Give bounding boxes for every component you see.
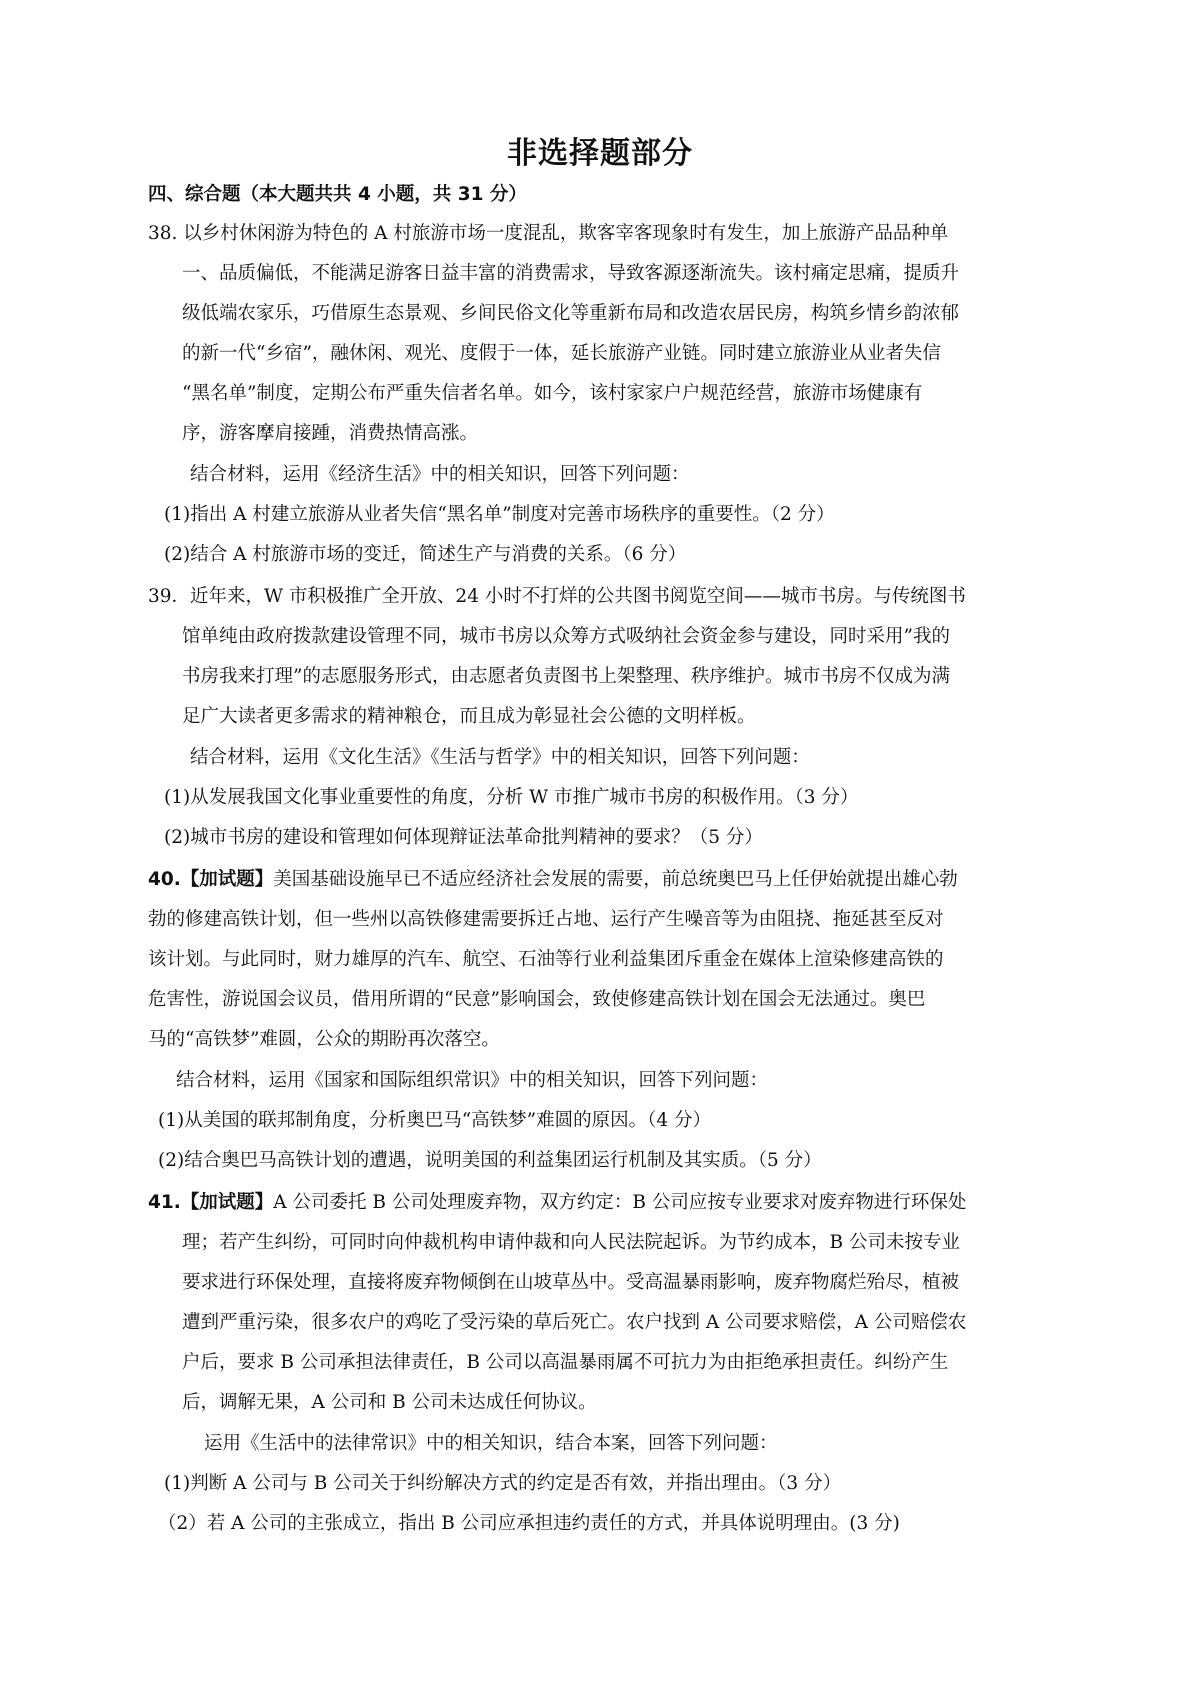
q40-line-4: 危害性，游说国会议员，借用所谓的“民意”影响国会，致使修建高铁计划在国会无法通过。奥巴 (148, 989, 926, 1010)
q40-sub-1: (1)从美国的联邦制角度，分析奥巴马“高铁梦”难圆的原因。（4 分） (158, 1110, 712, 1131)
q38-sub-1: (1)指出 A 村建立旅游从业者失信“黑名单”制度对完善市场秩序的重要性。（2 分） (164, 504, 835, 525)
q39-line-3: 书房我来打理”的志愿服务形式，由志愿者负责图书上架整理、秩序维护。城市书房不仅成为满 (182, 666, 950, 687)
q40-line-1-text: 美国基础设施早已不适应经济社会发展的需要，前总统奥巴马上任伊始就提出雄心勃 (273, 869, 958, 890)
q40-tag: 40.【加试题】 (148, 869, 274, 890)
q41-sub-2: （2）若 A 公司的主张成立，指出 B 公司应承担违约责任的方式，并具体说明理由。(3 分) (158, 1513, 900, 1534)
q41-line-6: 后，调解无果，A 公司和 B 公司未达成任何协议。 (182, 1392, 597, 1413)
q41-line-1-text: A 公司委托 B 公司处理废弃物，双方约定：B 公司应按专业要求对废弃物进行环保处 (273, 1192, 967, 1213)
q40-line-5: 马的“高铁梦”难圆，公众的期盼再次落空。 (148, 1029, 500, 1050)
q41-prompt: 运用《生活中的法律常识》中的相关知识，结合本案，回答下列问题： (204, 1433, 778, 1454)
q38-line-4: 的新一代“乡宿”，融休闲、观光、度假于一体，延长旅游产业链。同时建立旅游业从业者失信 (182, 343, 941, 364)
q39-line-2: 馆单纯由政府拨款建设管理不同，城市书房以众筹方式吸纳社会资金参与建设，同时采用”我的 (182, 626, 950, 647)
q38-line-6: 序，游客摩肩接踵，消费热情高涨。 (182, 423, 479, 444)
q39-prompt: 结合材料，运用《文化生活》《生活与哲学》中的相关知识，回答下列问题： (190, 747, 810, 768)
section-heading: 四、综合题（本大题共共 4 小题，共 31 分） (148, 184, 527, 205)
q40-line-1 (148, 868, 958, 892)
q40-line-3: 该计划。与此同时，财力雄厚的汽车、航空、石油等行业利益集团斥重金在媒体上渲染修建高铁的 (148, 949, 944, 970)
q38-sub-2: (2)结合 A 村旅游市场的变迁，简述生产与消费的关系。（6 分） (164, 544, 687, 565)
q38-line-2: 一、品质偏低，不能满足游客日益丰富的消费需求，导致客源逐渐流失。该村痛定思痛，提质升 (182, 263, 960, 284)
q41-line-2: 理；若产生纠纷，可同时向仲裁机构申请仲裁和向人民法院起诉。为节约成本，B 公司未按专业 (182, 1232, 960, 1253)
q41-line-1 (148, 1191, 966, 1215)
q38-prompt: 结合材料，运用《经济生活》中的相关知识，回答下列问题： (190, 464, 690, 485)
q38-line-3: 级低端农家乐，巧借原生态景观、乡间民俗文化等重新布局和改造农居民房，构筑乡情乡韵浓郁 (182, 303, 960, 324)
q39-sub-1: (1)从发展我国文化事业重要性的角度，分析 W 市推广城市书房的积极作用。（3 分） (164, 787, 859, 808)
page-title: 非选择题部分 (507, 136, 693, 171)
q41-sub-1: (1)判断 A 公司与 B 公司关于纠纷解决方式的约定是否有效，并指出理由。（3 分） (164, 1473, 842, 1494)
q40-sub-2: (2)结合奥巴马高铁计划的遭遇，说明美国的利益集团运行机制及其实质。（5 分） (158, 1150, 822, 1171)
q41-tag: 41.【加试题】 (148, 1192, 274, 1213)
q41-line-5: 户后，要求 B 公司承担法律责任，B 公司以高温暴雨属不可抗力为由拒绝承担责任。纠纷产生 (182, 1352, 949, 1373)
q41-line-4: 遭到严重污染，很多农户的鸡吃了受污染的草后死亡。农户找到 A 公司要求赔偿，A 公司赔偿农 (182, 1312, 967, 1333)
q40-prompt: 结合材料，运用《国家和国际组织常识》中的相关知识，回答下列问题： (176, 1070, 769, 1091)
q38-line-5: “黑名单”制度，定期公布严重失信者名单。如今，该村家家户户规范经营，旅游市场健康有 (182, 383, 923, 404)
q41-line-3: 要求进行环保处理，直接将废弃物倾倒在山坡草丛中。受高温暴雨影响，废弃物腐烂殆尽，植被 (182, 1272, 960, 1293)
q39-sub-2: (2)城市书房的建设和管理如何体现辩证法革命批判精神的要求？（5 分） (164, 827, 763, 848)
q38-line-1: 38. 以乡村休闲游为特色的 A 村旅游市场一度混乱，欺客宰客现象时有发生，加上旅游产品品种单 (148, 223, 949, 244)
q40-line-2: 勃的修建高铁计划，但一些州以高铁修建需要拆迁占地、运行产生噪音等为由阻挠、拖延甚至反对 (148, 909, 944, 930)
q39-line-4: 足广大读者更多需求的精神粮仓，而且成为彰显社会公德的文明样板。 (182, 706, 756, 727)
q39-line-1: 39．近年来，W 市积极推广全开放、24 小时不打烊的公共图书阅览空间——城市书房。与传统图书 (148, 586, 966, 607)
